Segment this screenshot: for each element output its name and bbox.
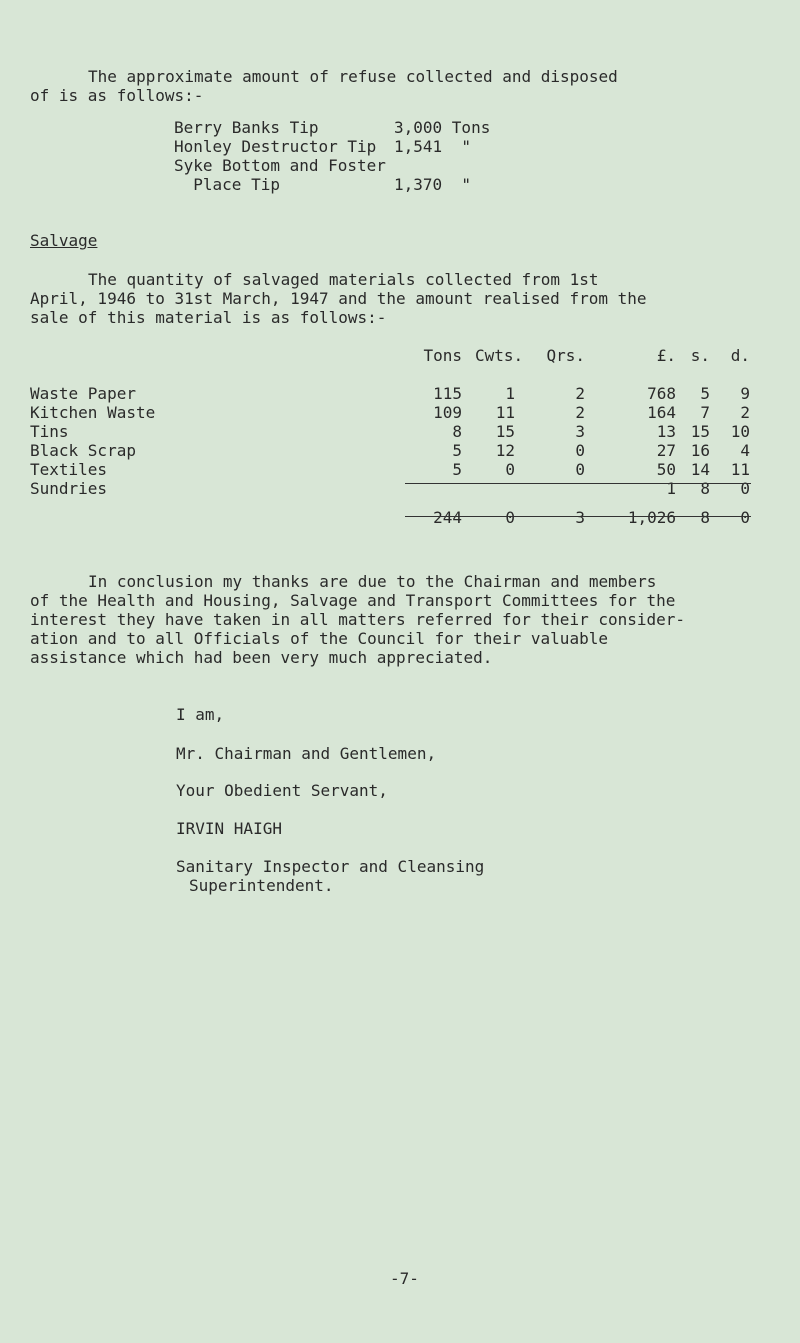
row-name: Waste Paper — [30, 384, 136, 403]
row-cwts: 12 — [495, 441, 515, 460]
tip-value: 1,541 " — [394, 137, 472, 156]
row-name: Black Scrap — [30, 441, 136, 460]
row-pence: 10 — [730, 422, 750, 441]
row-pounds: 768 — [647, 384, 676, 403]
conclusion-line-3: interest they have taken in all matters referred for their consider- — [30, 610, 686, 629]
total-row — [30, 508, 790, 527]
closing-yours: Your Obedient Servant, — [176, 781, 388, 800]
salvage-intro-line-2: April, 1946 to 31st March, 1947 and the amount realised from the — [30, 289, 647, 308]
conclusion-line-1: In conclusion my thanks are due to the Chairman and members — [88, 572, 657, 591]
row-pounds: 1 — [666, 479, 676, 498]
table-row — [30, 460, 790, 479]
row-qrs: 2 — [575, 403, 585, 422]
tip-value: 1,370 " — [394, 175, 472, 194]
row-tons: 8 — [452, 422, 462, 441]
total-qrs: 3 — [575, 508, 585, 527]
total-cwts: 0 — [505, 508, 515, 527]
total-pounds: 1,026 — [627, 508, 676, 527]
row-cwts: 1 — [505, 384, 515, 403]
tip-name: Berry Banks Tip — [174, 118, 319, 137]
tip-name: Honley Destructor Tip — [174, 137, 377, 156]
row-pounds: 50 — [656, 460, 676, 479]
row-shillings: 16 — [690, 441, 710, 460]
row-tons: 109 — [433, 403, 462, 422]
table-row — [30, 384, 790, 403]
header-cwts: Cwts. — [475, 346, 524, 365]
row-pence: 4 — [740, 441, 750, 460]
row-qrs: 3 — [575, 422, 585, 441]
row-shillings: 15 — [690, 422, 710, 441]
signatory-title-1: Sanitary Inspector and Cleansing — [176, 857, 485, 876]
conclusion-line-5: assistance which had been very much appreciated. — [30, 648, 493, 667]
total-tons: 244 — [433, 508, 462, 527]
salvage-table — [30, 346, 790, 527]
row-name: Kitchen Waste — [30, 403, 156, 422]
row-tons: 5 — [452, 460, 462, 479]
row-shillings: 7 — [700, 403, 710, 422]
row-pounds: 27 — [656, 441, 676, 460]
row-shillings: 8 — [700, 479, 710, 498]
table-row — [30, 403, 790, 422]
row-pounds: 13 — [656, 422, 676, 441]
salvage-intro-line-3: sale of this material is as follows:- — [30, 308, 387, 327]
row-pence: 9 — [740, 384, 750, 403]
row-shillings: 5 — [700, 384, 710, 403]
tip-name: Syke Bottom and Foster — [174, 156, 386, 175]
row-pounds: 164 — [647, 403, 676, 422]
page-number: -7- — [390, 1269, 419, 1288]
row-qrs: 2 — [575, 384, 585, 403]
row-tons: 115 — [433, 384, 462, 403]
intro-line-2: of is as follows:- — [30, 86, 204, 105]
table-row — [30, 441, 790, 460]
tip-value: 3,000 Tons — [394, 118, 491, 137]
tip-name: Place Tip — [174, 175, 280, 194]
salvage-intro-line-1: The quantity of salvaged materials collected from 1st — [88, 270, 599, 289]
header-pounds: £. — [656, 346, 676, 365]
row-qrs: 0 — [575, 460, 585, 479]
intro-line-1: The approximate amount of refuse collected and disposed — [88, 67, 618, 86]
closing-i-am: I am, — [176, 705, 225, 724]
total-shillings: 8 — [700, 508, 710, 527]
row-name: Textiles — [30, 460, 108, 479]
row-cwts: 11 — [495, 403, 515, 422]
row-pence: 2 — [740, 403, 750, 422]
header-tons: Tons — [423, 346, 462, 365]
total-bottom-rule — [405, 516, 751, 517]
total-pence: 0 — [740, 508, 750, 527]
total-top-rule — [405, 483, 751, 484]
table-row — [30, 422, 790, 441]
row-tons: 5 — [452, 441, 462, 460]
conclusion-line-2: of the Health and Housing, Salvage and Transport Committees for the — [30, 591, 676, 610]
conclusion-line-4: ation and to all Officials of the Council for their valuable — [30, 629, 608, 648]
row-cwts: 0 — [505, 460, 515, 479]
closing-salutation: Mr. Chairman and Gentlemen, — [176, 744, 437, 763]
row-pence: 11 — [730, 460, 750, 479]
row-pence: 0 — [740, 479, 750, 498]
table-row — [30, 479, 790, 498]
row-name: Tins — [30, 422, 69, 441]
table-header — [30, 346, 790, 365]
signatory-title-2: Superintendent. — [189, 876, 334, 895]
row-cwts: 15 — [495, 422, 515, 441]
header-pence: d. — [730, 346, 750, 365]
header-shillings: s. — [690, 346, 710, 365]
row-name: Sundries — [30, 479, 108, 498]
row-shillings: 14 — [690, 460, 710, 479]
salvage-heading: Salvage — [30, 231, 98, 250]
row-qrs: 0 — [575, 441, 585, 460]
signatory-name: IRVIN HAIGH — [176, 819, 282, 838]
header-qrs: Qrs. — [546, 346, 585, 365]
